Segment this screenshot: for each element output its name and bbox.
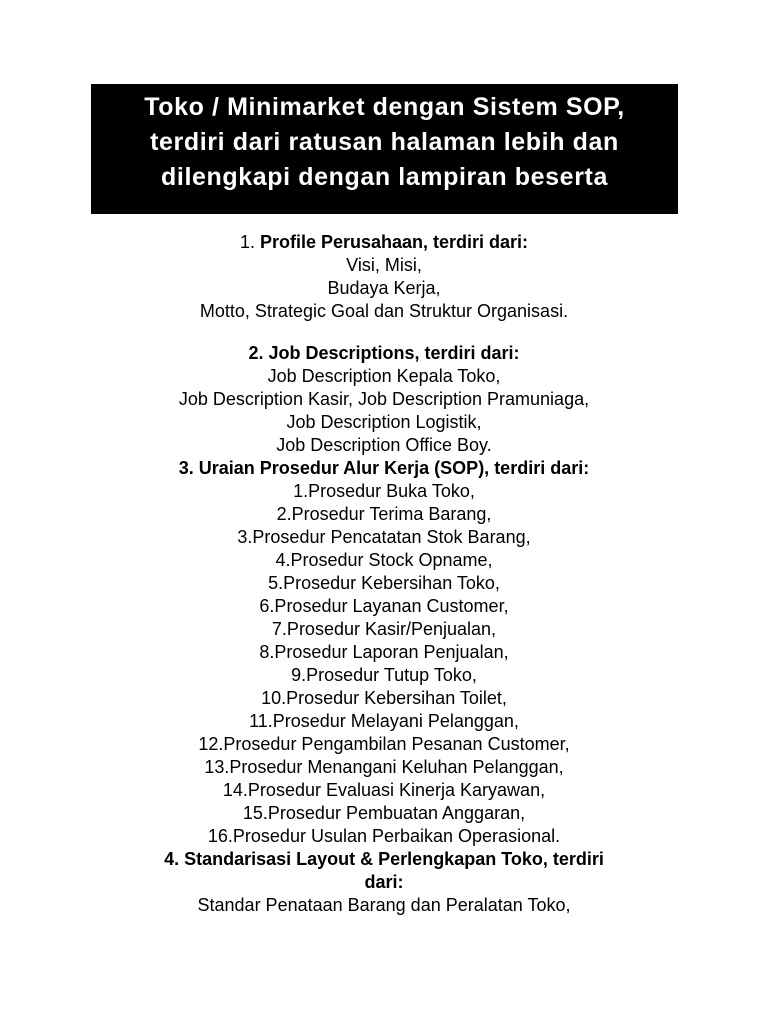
banner-line: dilengkapi dengan lampiran beserta (161, 163, 608, 191)
list-item: Budaya Kerja, (327, 278, 441, 298)
section-4-heading-continued: dari: (364, 872, 404, 892)
list-item: 14.Prosedur Evaluasi Kinerja Karyawan, (222, 780, 546, 800)
list-item: 12.Prosedur Pengambilan Pesanan Customer, (198, 734, 570, 754)
list-item: 9.Prosedur Tutup Toko, (291, 665, 477, 685)
list-item: 5.Prosedur Kebersihan Toko, (268, 573, 500, 593)
list-item: Standar Penataan Barang dan Peralatan Toko, (197, 895, 571, 915)
list-item: 6.Prosedur Layanan Customer, (259, 596, 509, 616)
section-1-title: Profile Perusahaan, terdiri dari: (259, 232, 529, 252)
document-body (0, 231, 768, 917)
list-item: Job Description Office Boy. (276, 435, 492, 455)
list-item: 3.Prosedur Pencatatan Stok Barang, (237, 527, 531, 547)
section-3-heading: 3. Uraian Prosedur Alur Kerja (SOP), terdiri dari: (178, 458, 590, 478)
banner-line: terdiri dari ratusan halaman lebih dan (150, 128, 619, 156)
banner-line: Toko / Minimarket dengan Sistem SOP, (144, 93, 625, 121)
section-1-heading (0, 231, 768, 254)
list-item: 2.Prosedur Terima Barang, (276, 504, 492, 524)
list-item: Job Description Kasir, Job Description Pramuniaga, (178, 389, 590, 409)
list-item: 4.Prosedur Stock Opname, (275, 550, 493, 570)
list-item: 13.Prosedur Menangani Keluhan Pelanggan, (204, 757, 564, 777)
list-item: 10.Prosedur Kebersihan Toilet, (261, 688, 507, 708)
list-item: Motto, Strategic Goal dan Struktur Organisasi. (199, 301, 569, 321)
list-item: 7.Prosedur Kasir/Penjualan, (271, 619, 497, 639)
list-item: 16.Prosedur Usulan Perbaikan Operasional. (207, 826, 561, 846)
list-item: 15.Prosedur Pembuatan Anggaran, (242, 803, 526, 823)
list-item: Job Description Kepala Toko, (267, 366, 501, 386)
list-item: 8.Prosedur Laporan Penjualan, (259, 642, 509, 662)
list-item: Job Description Logistik, (286, 412, 482, 432)
section-2-heading: 2. Job Descriptions, terdiri dari: (248, 343, 520, 363)
section-1-number: 1. (239, 232, 260, 252)
list-item: 1.Prosedur Buka Toko, (293, 481, 475, 501)
list-item: Visi, Misi, (346, 255, 422, 275)
section-4-heading: 4. Standarisasi Layout & Perlengkapan Toko, terdiri (164, 849, 604, 869)
list-item: 11.Prosedur Melayani Pelanggan, (249, 711, 519, 731)
title-banner (91, 84, 678, 214)
